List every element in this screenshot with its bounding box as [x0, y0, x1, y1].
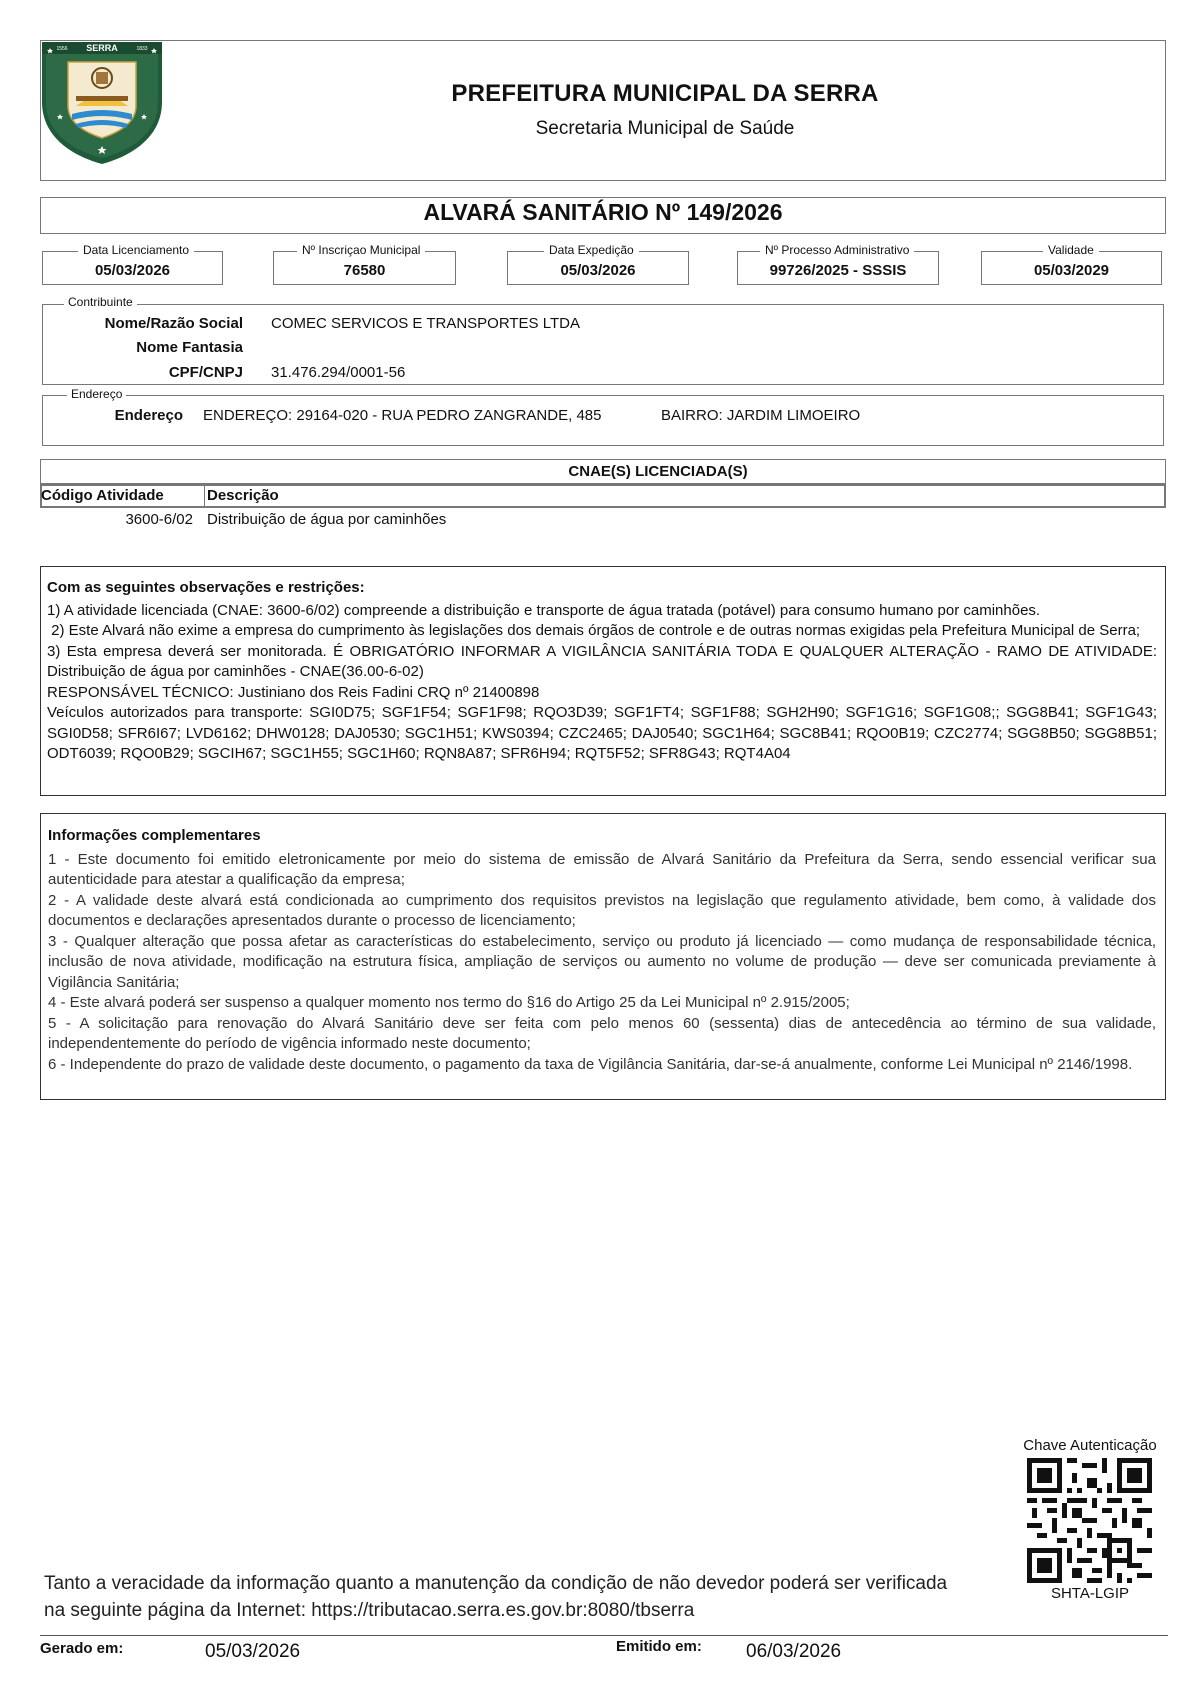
footer-divider — [40, 1635, 1168, 1636]
observations-content — [47, 578, 1157, 765]
field-label-data-licenciamento: Data Licenciamento — [78, 243, 194, 257]
info-item: 2 - A validade deste alvará está condicionada ao cumprimento dos requisitos previstos na legislação que regulamento atividade, bem como, à validade dos documentos e declarações apresentados durante o processo de licenciamento; — [48, 891, 1156, 929]
field-label-validade: Validade — [1043, 243, 1099, 257]
observation-item: 2) Este Alvará não exime a empresa do cumprimento às legislações dos demais órgãos de controle e de outras normas exigidas pela Prefeitura Municipal de Serra; — [47, 622, 1141, 639]
government-title: PREFEITURA MUNICIPAL DA SERRA — [451, 80, 879, 107]
document-title: ALVARÁ SANITÁRIO Nº 149/2026 — [423, 199, 783, 225]
field-value-processo-administrativo: 99726/2025 - SSSIS — [769, 262, 907, 279]
complementary-info-heading: Informações complementares — [48, 827, 261, 844]
city-crest-logo — [40, 40, 164, 164]
observation-item: 3) Esta empresa deverá ser monitorada. É OBRIGATÓRIO INFORMAR A VIGILÂNCIA SANITÁRIA TODA E QUALQUER ALTERAÇÃO - RAMO DE ATIVIDADE: Distribuição de água por caminhões - CNAE(36.00-6-02) — [47, 642, 1157, 680]
field-value-data-licenciamento: 05/03/2026 — [94, 262, 171, 279]
cnae-row-description: Distribuição de água por caminhões — [207, 511, 447, 528]
endereco-label: Endereço — [114, 407, 183, 424]
svg-text:1556: 1556 — [56, 46, 68, 52]
field-value-validade: 05/03/2029 — [1033, 262, 1110, 279]
cnae-column-code-header: Código Atividade — [41, 487, 164, 504]
verification-notice-line: Tanto a veracidade da informação quanto a manutenção da condição de não devedor poderá ser verificada — [44, 1573, 948, 1594]
svg-text:SERRA: SERRA — [86, 43, 118, 53]
info-item: 3 - Qualquer alteração que possa afetar as características do estabelecimento, serviço ou produto já licenciado — como mudança de responsabilidade técnica, inclusão de nova atividade, modificação na estrutura física, ampliação de serviços ou aumento no volume de produção — deve ser comunicada previamente à Vigilância Sanitária; — [48, 932, 1156, 991]
complementary-info-content — [48, 826, 1156, 1075]
nome-razao-social-label: Nome/Razão Social — [104, 315, 243, 332]
generated-date-value: 05/03/2026 — [205, 1641, 301, 1662]
cnae-column-description-header: Descrição — [207, 487, 279, 504]
cnae-row-code: 3600-6/02 — [125, 511, 193, 528]
info-item: 6 - Independente do prazo de validade deste documento, o pagamento da taxa de Vigilância Sanitária, dar-se-á anualmente, conforme Lei Municipal nº 2146/1998. — [48, 1055, 1133, 1073]
issued-date-label: Emitido em: — [616, 1638, 702, 1655]
info-item: 1 - Este documento foi emitido eletronicamente por meio do sistema de emissão de Alvará Sanitário da Prefeitura da Serra, sendo essencial verificar sua autenticidade para atestar a qualificação da empresa; — [48, 850, 1156, 888]
observation-item: 1) A atividade licenciada (CNAE: 3600-6/02) compreende a distribuição e transporte de água tratada (potável) para consumo humano por caminhões. — [47, 601, 1041, 619]
cnae-title: CNAE(S) LICENCIADA(S) — [568, 463, 748, 480]
field-label-data-expedicao: Data Expedição — [544, 243, 639, 257]
observations-heading: Com as seguintes observações e restrições: — [47, 579, 365, 596]
contribuinte-legend: Contribuinte — [64, 295, 137, 309]
issued-date-value: 06/03/2026 — [746, 1641, 842, 1662]
nome-fantasia-label: Nome Fantasia — [136, 339, 243, 356]
header-box — [40, 40, 1166, 181]
endereco-value: ENDEREÇO: 29164-020 - RUA PEDRO ZANGRANDE, 485 — [203, 407, 602, 424]
qr-code-icon — [1027, 1458, 1152, 1583]
field-label-processo-administrativo: Nº Processo Administrativo — [760, 243, 914, 257]
endereco-legend: Endereço — [67, 387, 126, 401]
bairro-value: BAIRRO: JARDIM LIMOEIRO — [661, 407, 861, 424]
generated-date-label: Gerado em: — [40, 1640, 124, 1657]
info-item: 4 - Este alvará poderá ser suspenso a qualquer momento nos termo do §16 do Artigo 25 da Lei Municipal nº 2.915/2005; — [48, 994, 850, 1011]
verification-url-line: na seguinte página da Internet: https://tributacao.serra.es.gov.br:8080/tbserra — [44, 1600, 695, 1621]
authentication-key-label: Chave Autenticação — [1023, 1437, 1157, 1454]
field-value-inscricao-municipal: 76580 — [343, 262, 386, 279]
field-value-data-expedicao: 05/03/2026 — [560, 262, 636, 279]
cpf-cnpj-value: 31.476.294/0001-56 — [271, 364, 406, 381]
verification-notice — [44, 1570, 1024, 1624]
svg-text:1833: 1833 — [136, 46, 148, 52]
nome-razao-social-value: COMEC SERVICOS E TRANSPORTES LTDA — [271, 315, 580, 332]
field-label-inscricao-municipal: Nº Inscriçao Municipal — [297, 243, 425, 257]
cnae-header-divider — [204, 484, 205, 508]
government-subtitle: Secretaria Municipal de Saúde — [535, 118, 795, 139]
observation-item: Veículos autorizados para transporte: SGI0D75; SGF1F54; SGF1F98; RQO3D39; SGF1FT4; SGF1F88; SGH2H90; SGF1G16; SGF1G08;; SGG8B41; SGF1G43; SGI0D58; SFR6I67; LVD6162; DHW0128; DAJ0530; SGC1H51; KWS0394; CZC2465; DAJ0540; SGC1H64; SGC8B41; RQO0B19; CZC2774; SGG8B50; SGG8B51; ODT6039; RQO0B29; SGCIH67; SGC1H55; SGC1H60; RQN8A87; SFR6H94; RQT5F52; SFR8G43; RQT4A04 — [47, 704, 1157, 762]
observation-item: RESPONSÁVEL TÉCNICO: Justiniano dos Reis Fadini CRQ nº 21400898 — [47, 683, 540, 701]
authentication-key-code: SHTA-LGIP — [1050, 1585, 1130, 1602]
info-item: 5 - A solicitação para renovação do Alvará Sanitário deve ser feita com pelo menos 60 (sessenta) dias de antecedência ao término de sua validade, independentemente do período de vigência informado neste documento; — [48, 1014, 1156, 1052]
cpf-cnpj-label: CPF/CNPJ — [168, 364, 243, 381]
